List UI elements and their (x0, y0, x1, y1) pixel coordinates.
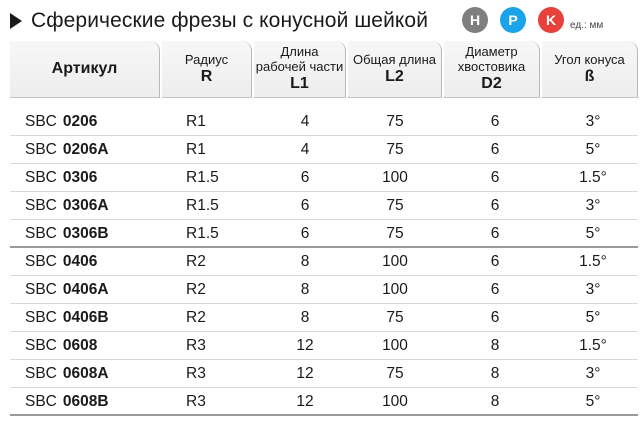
unit-label: ед.: мм (570, 19, 604, 31)
l2-cell: 75 (386, 309, 404, 326)
header-radius-label: Радиус (184, 51, 229, 67)
article-cell (25, 136, 109, 164)
article-cell (25, 388, 109, 416)
header-angle-label: Угол конуса (554, 51, 625, 67)
material-badge-h: H (462, 7, 488, 33)
article-cell (25, 248, 97, 276)
article-prefix: SBC (25, 141, 57, 158)
header-l2-label: Общая длина (353, 51, 436, 67)
l1-cell: 6 (300, 225, 310, 242)
d2-cell: 6 (490, 113, 500, 130)
page-title: Сферические фрезы с конусной шейкой (31, 9, 429, 32)
angle-cell: 5° (585, 393, 601, 410)
article-cell (25, 220, 109, 248)
article-prefix: SBC (25, 337, 57, 354)
radius-cell: R1 (186, 141, 206, 158)
article-cell (25, 332, 97, 360)
l2-cell: 75 (386, 197, 404, 214)
angle-cell: 5° (585, 225, 601, 242)
angle-cell: 3° (585, 281, 601, 298)
article-prefix: SBC (25, 393, 57, 410)
article-cell (25, 192, 109, 220)
header-angle (542, 41, 638, 98)
header-l1-label: Длина (280, 44, 319, 60)
l1-cell: 12 (296, 393, 314, 410)
article-code: 0306 (62, 169, 98, 186)
article-prefix: SBC (25, 169, 57, 186)
article-cell (25, 108, 97, 136)
header-l1-label: рабочей части (255, 58, 344, 74)
table-row (10, 136, 638, 164)
table-row (10, 388, 638, 416)
l1-cell: 6 (300, 197, 310, 214)
table-header (10, 41, 638, 98)
l2-cell: 100 (382, 169, 408, 186)
article-cell (25, 164, 97, 192)
radius-cell: R1.5 (186, 225, 219, 242)
header-d2-label: Диаметр (465, 44, 518, 60)
article-prefix: SBC (25, 113, 57, 130)
header-d2-label: хвостовика (457, 58, 526, 74)
radius-cell: R2 (186, 281, 206, 298)
l2-cell: 75 (386, 113, 404, 130)
angle-cell: 1.5° (579, 253, 607, 270)
material-badge-p: P (500, 7, 526, 33)
article-prefix: SBC (25, 197, 57, 214)
article-code: 0206 (62, 113, 98, 130)
table-row (10, 192, 638, 220)
article-code: 0608 (62, 337, 98, 354)
header-l2-symbol: L2 (385, 67, 404, 85)
header-radius (162, 41, 252, 98)
header-article-label: Артикул (51, 60, 118, 78)
article-code: 0306B (62, 225, 109, 242)
radius-cell: R1.5 (186, 197, 219, 214)
header-article (10, 41, 160, 98)
material-badge-k: K (538, 7, 564, 33)
article-code: 0306A (62, 197, 109, 214)
angle-cell: 3° (585, 113, 601, 130)
d2-cell: 6 (490, 253, 500, 270)
l1-cell: 8 (300, 281, 310, 298)
radius-cell: R3 (186, 393, 206, 410)
l2-cell: 100 (382, 281, 408, 298)
d2-cell: 6 (490, 169, 500, 186)
radius-cell: R1 (186, 113, 206, 130)
l1-cell: 8 (300, 309, 310, 326)
article-prefix: SBC (25, 253, 57, 270)
article-code: 0608B (62, 393, 109, 410)
l1-cell: 6 (300, 169, 310, 186)
article-cell (25, 304, 109, 332)
angle-cell: 3° (585, 365, 601, 382)
d2-cell: 6 (490, 141, 500, 158)
table-row (10, 304, 638, 332)
table-row (10, 360, 638, 388)
l1-cell: 12 (296, 337, 314, 354)
header-d2 (444, 41, 540, 98)
angle-cell: 5° (585, 309, 601, 326)
angle-cell: 1.5° (579, 169, 607, 186)
l2-cell: 75 (386, 225, 404, 242)
article-code: 0406A (62, 281, 109, 298)
l1-cell: 4 (300, 141, 310, 158)
radius-cell: R2 (186, 309, 206, 326)
d2-cell: 8 (490, 393, 500, 410)
d2-cell: 6 (490, 309, 500, 326)
table-row (10, 108, 638, 136)
table-row (10, 164, 638, 192)
article-code: 0206A (62, 141, 109, 158)
d2-cell: 6 (490, 281, 500, 298)
l2-cell: 75 (386, 365, 404, 382)
table-row (10, 332, 638, 360)
header-angle-symbol: ß (584, 67, 595, 85)
article-code: 0608A (62, 365, 109, 382)
radius-cell: R3 (186, 365, 206, 382)
triangle-bullet-icon (10, 13, 22, 29)
table-row (10, 248, 638, 276)
material-badges (462, 7, 603, 33)
article-cell (25, 360, 109, 388)
radius-cell: R1.5 (186, 169, 219, 186)
l2-cell: 100 (382, 337, 408, 354)
title-bar (10, 6, 428, 36)
l2-cell: 100 (382, 393, 408, 410)
radius-cell: R2 (186, 253, 206, 270)
article-prefix: SBC (25, 225, 57, 242)
table-body (10, 108, 638, 416)
header-d2-symbol: D2 (481, 75, 502, 92)
header-l1 (254, 41, 346, 98)
header-l1-symbol: L1 (290, 75, 309, 92)
d2-cell: 8 (490, 365, 500, 382)
article-code: 0406 (62, 253, 98, 270)
article-prefix: SBC (25, 281, 57, 298)
radius-cell: R3 (186, 337, 206, 354)
table-row (10, 276, 638, 304)
article-prefix: SBC (25, 309, 57, 326)
article-code: 0406B (62, 309, 109, 326)
article-prefix: SBC (25, 365, 57, 382)
header-radius-symbol: R (200, 67, 213, 85)
l1-cell: 12 (296, 365, 314, 382)
l1-cell: 4 (300, 113, 310, 130)
angle-cell: 5° (585, 141, 601, 158)
d2-cell: 6 (490, 197, 500, 214)
l2-cell: 75 (386, 141, 404, 158)
l1-cell: 8 (300, 253, 310, 270)
angle-cell: 1.5° (579, 337, 607, 354)
header-l2 (348, 41, 442, 98)
l2-cell: 100 (382, 253, 408, 270)
article-cell (25, 276, 109, 304)
angle-cell: 3° (585, 197, 601, 214)
d2-cell: 8 (490, 337, 500, 354)
table-row (10, 220, 638, 248)
d2-cell: 6 (490, 225, 500, 242)
